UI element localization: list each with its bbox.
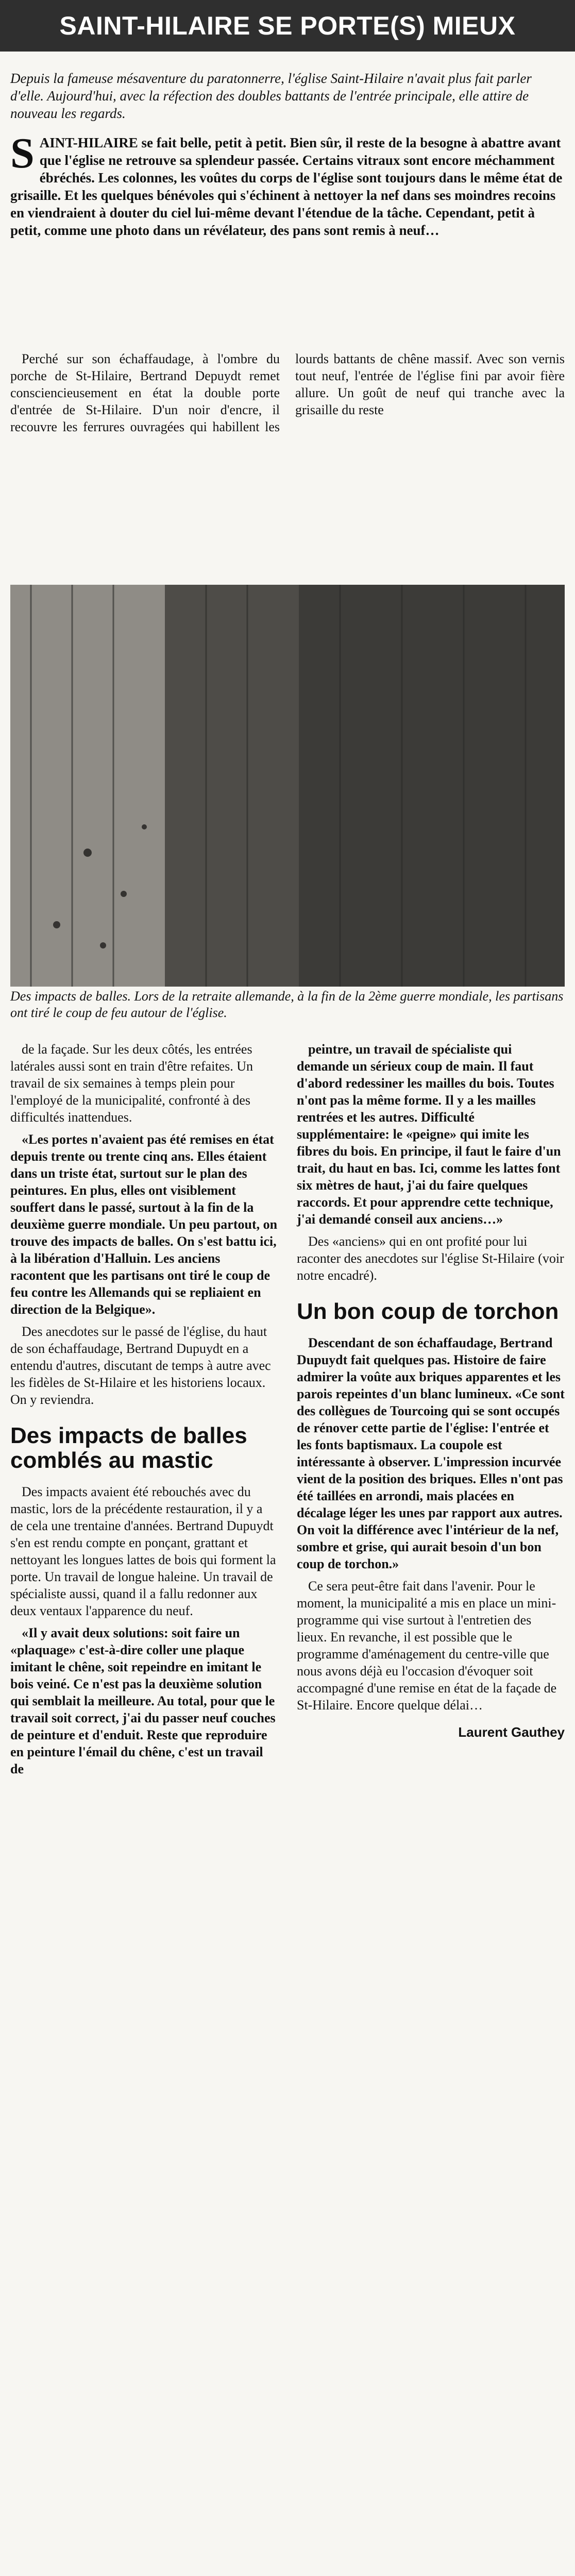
- opening-text: [10, 350, 565, 435]
- article-quote: peintre, un travail de spécialiste qui demande un sérieux coup de main. Il faut d'abord redessiner les mailles du bois. Toutes n'ont pas la même forme. Il y a les mailles rentrées et les autres. Difficulté supplémentaire: le «peigne» qui imite les fibres du bois. En principe, il faut le faire d'un trait, du haut en bas. Ici, comme les lattes font six mètres de haut, j'ai du faire quelques raccords. Et pour apprendre cette technique, j'ai demandé conseil aux anciens…»: [297, 1042, 561, 1227]
- article-quote: «Il y avait deux solutions: soit faire un «plaquage» c'est-à-dire coller une plaque imitant le chêne, soit repeindre en imitant le bois veiné. Ce n'est pas la deuxième solution qui semblait la meilleure. Au total, pour que le travail soit correct, j'ai du passer neuf couches de peinture et d'enduit. Reste que reproduire en peinture l'émail du chêne, c'est un travail de: [10, 1625, 276, 1776]
- subhead-torchon: Un bon coup de torchon: [297, 1299, 559, 1324]
- lead-text: AINT-HILAIRE se fait belle, petit à petit. Bien sûr, il reste de la besogne à abattre avant que l'église ne retrouve sa splendeur passée. Certains vitraux sont encore méchamment ébréchés. Les colonnes, les voûtes du corps de l'église sont toujours dans le même état de grisaille. Et les quelques bénévoles qui s'échinent à nettoyer la nef dans ses moindres recoins en viendraient à douter du ciel lui-même devant l'étendue de la tâche. Cependant, petit à petit, comme une photo dans un révélateur, des pans sont remis à neuf…: [10, 135, 563, 238]
- article-paragraph: Ce sera peut-être fait dans l'avenir. Pour le moment, la municipalité a mis en place un mini-programme qui vise surtout à l'entretien des lieux. En revanche, il est possible que le programme d'aménagement du centre-ville que nous avons déjà eu l'occasion d'évoquer soit accompagné d'une remise en état de la façade de St-Hilaire. Encore quelque délai…: [297, 1579, 557, 1713]
- photo-caption-1: Des impacts de balles. Lors de la retraite allemande, à la fin de la 2ème guerre mondiale, les partisans ont tiré le coup de feu autour de l'église.: [10, 989, 564, 1020]
- author-signature: Laurent Gauthey: [458, 1724, 565, 1740]
- opening-paragraph: Perché sur son échaffaudage, à l'ombre du porche de St-Hilaire, Bertrand Depuydt remet consciencieusement en état la double porte d'entrée de St-Hilaire. D'un noir d'encre, il recouvre les ferrures ouvragées qui habillent les lourds battants de chêne massif. Avec son vernis tout neuf, l'entrée de l'église fini par avoir fière allure. Un goût de neuf qui tranche avec la grisaille du reste: [10, 351, 565, 434]
- article-paragraph: Des «anciens» qui en ont profité pour lui raconter des anecdotes sur l'église St-Hilaire (voir notre encadré).: [297, 1234, 564, 1283]
- wall-illustration: [10, 585, 565, 987]
- intro-paragraph: Depuis la fameuse mésaventure du paratonnerre, l'église Saint-Hilaire n'avait plus fait parler d'elle. Aujourd'hui, avec la réfection des doubles battants de l'entrée principale, elle attire de nouveau les regards.: [10, 71, 532, 121]
- article-quote: Descendant de son échaffaudage, Bertrand Dupuydt fait quelques pas. Histoire de faire admirer la voûte aux briques apparentes et les parois repeintes d'un blanc lumineux. «Ce sont des collègues de Tourcoing qui se sont occupés de rénover cette partie de l'église: l'entrée et les fonts baptismaux. La coupole est intéressante à observer. L'impression incurvée vient de la position des briques. Elles n'ont pas été taillées en arrondi, mais placées en décalage léger les unes par rapport aux autres. On voit la différence avec l'intérieur de la nef, sombre et grise, qui aurait besoin d'un bon coup de torchon.»: [297, 1335, 565, 1571]
- article-paragraph: de la façade. Sur les deux côtés, les entrées latérales aussi sont en train d'être refaites. Un travail de six semaines à temps plein pour l'employé de la municipalité, confronté à des difficultés inattendues.: [10, 1042, 253, 1125]
- lead-paragraph: [10, 129, 565, 239]
- headline: SAINT-HILAIRE SE PORTE(S) MIEUX: [0, 0, 575, 52]
- article-paragraph: Des impacts avaient été rebouchés avec du mastic, lors de la précédente restauration, il y a de cela une trentaine d'années. Bertrand Dupuydt s'en est rendu compte en ponçant, grattant et nettoyant les longues lattes de bois qui forment la porte. Un travail de longue haleine. Un travail de spécialiste aussi, quand il a fallu redonner aux deux ventaux l'apparence du neuf.: [10, 1484, 276, 1618]
- article-quote: «Les portes n'avaient pas été remises en état depuis trente ou trente cinq ans. Elles étaient dans un triste état, surtout sur le plan des peintures. En plus, elles ont visiblement souffert dans le passé, surtout à la fin de la deuxième guerre mondiale. Un peu partout, on trouve des impacts de balles. On s'est battu ici, à la libération d'Halluin. Les anciens racontent que les partisans ont tiré le coup de feu contre les Allemands qui se repliaient en direction de la Belgique».: [10, 1132, 278, 1317]
- column-left: [10, 1041, 278, 1783]
- dropcap: S: [10, 129, 35, 177]
- subhead-impacts: Des impacts de balles comblés au mastic: [10, 1423, 247, 1473]
- column-right: [297, 1041, 565, 1741]
- church-wall-photo: [10, 585, 565, 987]
- article-paragraph: Des anecdotes sur le passé de l'église, du haut de son échaffaudage, Bertrand Dupuydt en a entendu d'autres, discutant de temps à autre avec les fidèles de St-Hilaire et les historiens locaux. On y reviendra.: [10, 1324, 271, 1407]
